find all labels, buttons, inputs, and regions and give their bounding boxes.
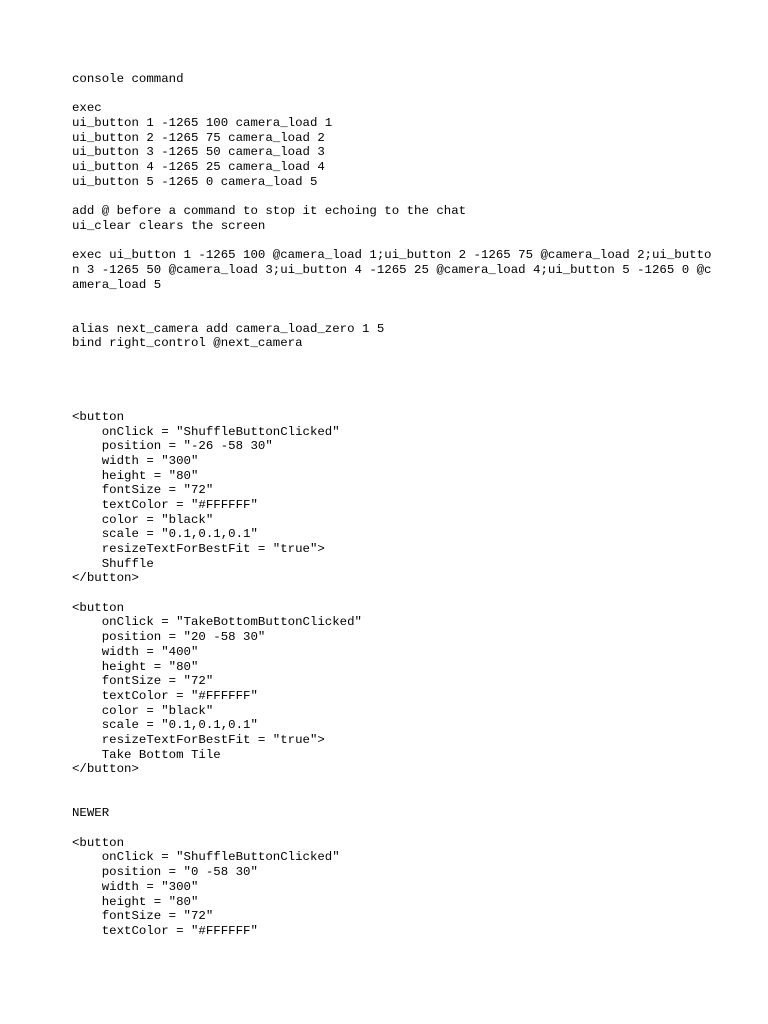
spacer <box>72 292 712 307</box>
code-line: position = "0 -58 30" <box>72 865 258 880</box>
code-line: onClick = "ShuffleButtonClicked" <box>72 424 340 439</box>
spacer <box>72 87 712 102</box>
code-line: Shuffle <box>72 556 154 571</box>
code-line: <button <box>72 409 125 424</box>
code-line: width = "300" <box>72 453 199 468</box>
code-line: bind right_control @next_camera <box>72 336 303 351</box>
code-line: resizeTextForBestFit = "true"> <box>72 542 325 557</box>
alias-block <box>72 322 712 351</box>
spacer <box>72 395 712 410</box>
exec-one-liner: exec ui_button 1 -1265 100 @camera_load 1;ui_button 2 -1265 75 @camera_load 2;ui_button 3 -1265 50 @camera_load 3;ui_button 4 -1265 25 @camera_load 4;ui_button 5 -1265 0 @camera_load 5 <box>72 248 712 292</box>
button-definition-shuffle-newer <box>72 836 712 939</box>
code-line: onClick = "TakeBottomButtonClicked" <box>72 615 362 630</box>
code-line: width = "300" <box>72 879 199 894</box>
spacer <box>72 307 712 322</box>
code-line: onClick = "ShuffleButtonClicked" <box>72 850 340 865</box>
code-line: exec <box>72 101 102 116</box>
notes-block <box>72 204 712 233</box>
code-line: ui_button 5 -1265 0 camera_load 5 <box>72 174 318 189</box>
code-line: Take Bottom Tile <box>72 747 221 762</box>
spacer <box>72 351 712 366</box>
code-line: position = "20 -58 30" <box>72 630 266 645</box>
spacer <box>72 190 712 205</box>
code-line: fontSize = "72" <box>72 483 214 498</box>
code-line: fontSize = "72" <box>72 674 214 689</box>
code-line: height = "80" <box>72 468 199 483</box>
exec-block <box>72 101 712 189</box>
code-line: ui_button 2 -1265 75 camera_load 2 <box>72 130 325 145</box>
note-line: ui_clear clears the screen <box>72 218 266 233</box>
code-line: position = "-26 -58 30" <box>72 439 273 454</box>
code-line: color = "black" <box>72 512 214 527</box>
code-line: textColor = "#FFFFFF" <box>72 688 258 703</box>
code-line: </button> <box>72 762 139 777</box>
code-line: scale = "0.1,0.1,0.1" <box>72 527 258 542</box>
code-line: textColor = "#FFFFFF" <box>72 923 258 938</box>
button-definition-take-bottom <box>72 601 712 777</box>
spacer <box>72 792 712 807</box>
code-line: color = "black" <box>72 703 214 718</box>
code-line: <button <box>72 835 125 850</box>
code-line: textColor = "#FFFFFF" <box>72 497 258 512</box>
code-line: alias next_camera add camera_load_zero 1 5 <box>72 321 385 336</box>
heading-newer: NEWER <box>72 806 110 821</box>
code-line: ui_button 1 -1265 100 camera_load 1 <box>72 116 333 131</box>
heading-console-command: console command <box>72 72 184 86</box>
note-line: add @ before a command to stop it echoing to the chat <box>72 204 467 219</box>
document-page <box>72 72 712 939</box>
code-line: fontSize = "72" <box>72 909 214 924</box>
spacer <box>72 366 712 381</box>
button-definition-shuffle <box>72 410 712 586</box>
code-line: height = "80" <box>72 894 199 909</box>
spacer <box>72 777 712 792</box>
code-line: ui_button 3 -1265 50 camera_load 3 <box>72 145 325 160</box>
code-line: <button <box>72 600 125 615</box>
spacer <box>72 380 712 395</box>
code-line: ui_button 4 -1265 25 camera_load 4 <box>72 160 325 175</box>
spacer <box>72 586 712 601</box>
code-line: width = "400" <box>72 644 199 659</box>
code-line: height = "80" <box>72 659 199 674</box>
spacer <box>72 821 712 836</box>
spacer <box>72 234 712 249</box>
code-line: scale = "0.1,0.1,0.1" <box>72 718 258 733</box>
code-line: resizeTextForBestFit = "true"> <box>72 732 325 747</box>
code-line: </button> <box>72 571 139 586</box>
